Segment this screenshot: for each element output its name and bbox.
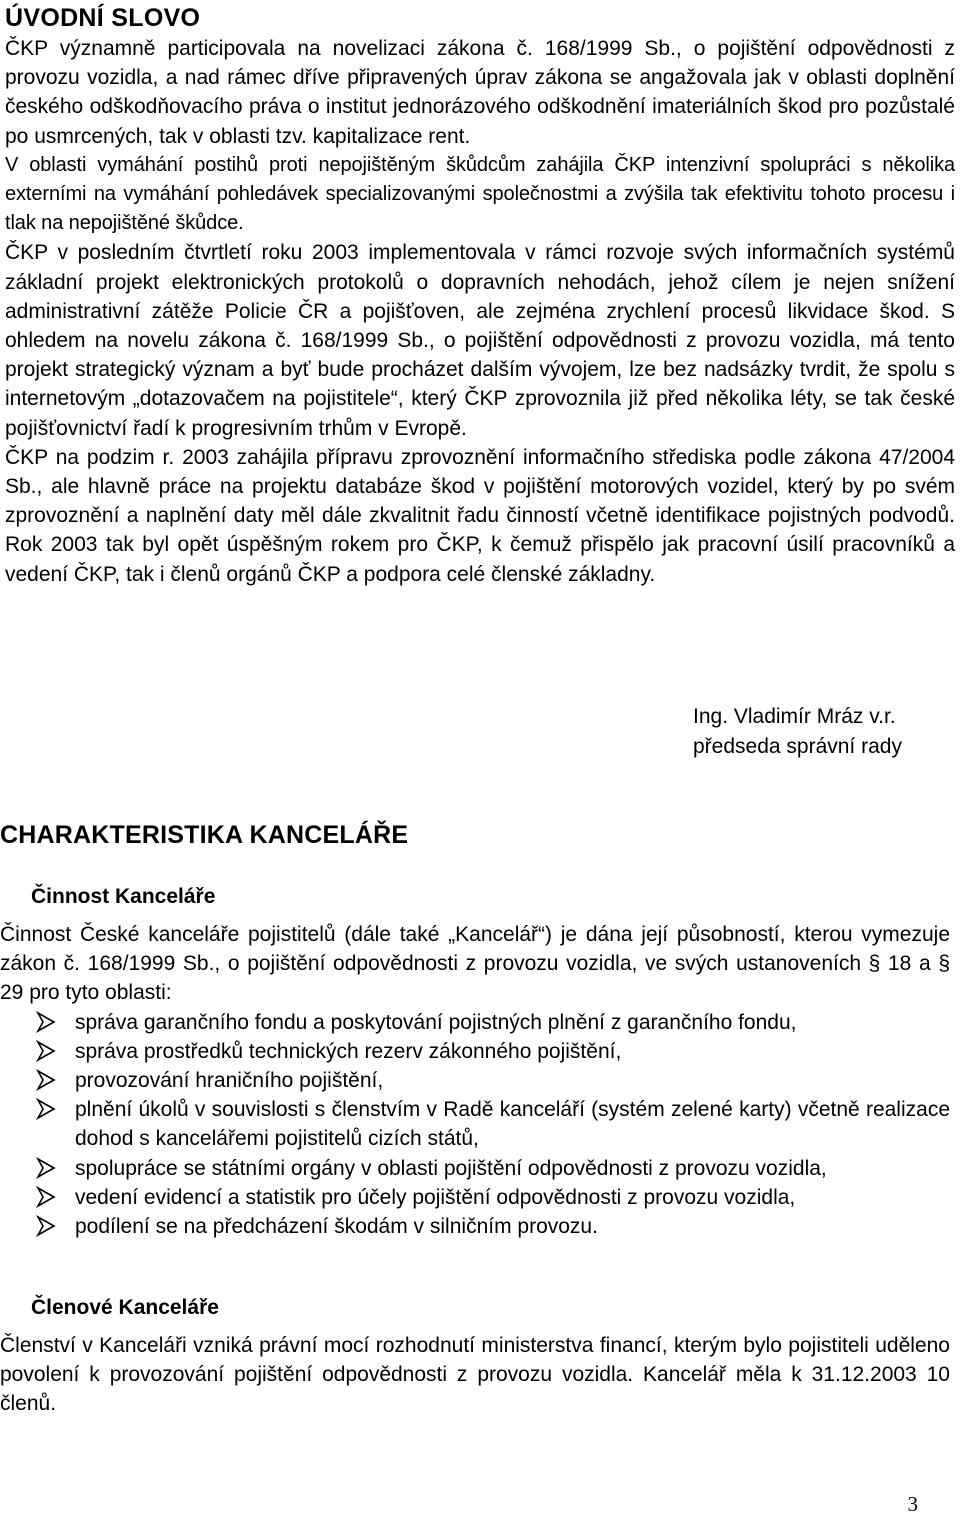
- activity-section: [0, 882, 950, 1241]
- list-item-text: plnění úkolů v souvislosti s členstvím v Radě kanceláří (systém zelené karty) včetně realizace dohod s kancelářemi pojistitelů cizích států,: [75, 1098, 950, 1151]
- members-text: Členství v Kanceláři vzniká právní mocí rozhodnutí ministerstva financí, kterým bylo pojistiteli uděleno povolení k provozování pojištění odpovědnosti z provozu vozidla. Kancelář měla k 31.12.2003 10 členů.: [0, 1334, 950, 1416]
- arrow-bullet-icon: [35, 1069, 57, 1091]
- list-item: [0, 1066, 950, 1095]
- list-item: [0, 1008, 950, 1037]
- activity-subheading: Činnost Kanceláře: [31, 885, 216, 908]
- signature-block: [0, 702, 950, 762]
- arrow-bullet-icon: [35, 1011, 57, 1033]
- list-item-text: podílení se na předcházení škodám v silničním provozu.: [75, 1215, 598, 1239]
- intro-heading: ÚVODNÍ SLOVO: [5, 4, 201, 32]
- signature-name: Ing. Vladimír Mráz v.r.: [693, 705, 896, 728]
- activity-text: Činnost České kanceláře pojistitelů (dále také „Kancelář“) je dána její působností, kterou vymezuje zákon č. 168/1999 Sb., o pojištění odpovědnosti z provozu vozidla, ve svých ustanoveních § 18 a § 29 pro tyto oblasti:: [0, 923, 950, 1005]
- list-item-text: správa prostředků technických rezerv zákonného pojištění,: [75, 1039, 622, 1063]
- arrow-bullet-icon: [35, 1157, 57, 1179]
- intro-paragraph-1: ČKP významně participovala na novelizaci zákona č. 168/1999 Sb., o pojištění odpovědnosti z provozu vozidla, a nad rámec dříve připravených úprav zákona se angažovala jak v oblasti doplnění českého odškodňovacího práva o institut jednorázového odškodnění imateriálních škod pro pozůstalé po usmrcených, tak v oblasti tzv. kapitalizace rent.: [5, 37, 955, 148]
- arrow-bullet-icon: [35, 1186, 57, 1208]
- signature-role: předseda správní rady: [693, 735, 902, 758]
- arrow-bullet-icon: [35, 1040, 57, 1062]
- list-item: [0, 1154, 950, 1183]
- list-item: [0, 1095, 950, 1153]
- list-item: [0, 1037, 950, 1066]
- characteristics-heading: CHARAKTERISTIKA KANCELÁŘE: [0, 821, 409, 849]
- list-item-text: vedení evidencí a statistik pro účely pojištění odpovědnosti z provozu vozidla,: [75, 1185, 796, 1209]
- intro-paragraph-3: ČKP v posledním čtvrtletí roku 2003 implementovala v rámci rozvoje svých informačních systémů základní projekt elektronických protokolů o dopravních nehodách, jehož cílem je nejen snížení administrativní zátěže Policie ČR a pojišťoven, ale zejména zrychlení procesů likvidace škod. S ohledem na novelu zákona č. 168/1999 Sb., o pojištění odpovědnosti z provozu vozidla, má tento projekt strategický význam a byť bude procházet dalším vývojem, lze bez nadsázky tvrdit, že spolu s internetovým „dotazovačem na pojistitele“, který ČKP zprovoznila již před několika léty, se tak české pojišťovnictví řadí k progresivním trhům v Evropě.: [5, 241, 955, 440]
- list-item: [0, 1183, 950, 1212]
- page-number: 3: [907, 1492, 918, 1516]
- list-item: [0, 1212, 950, 1241]
- list-item-text: správa garančního fondu a poskytování pojistných plnění z garančního fondu,: [75, 1010, 797, 1034]
- arrow-bullet-icon: [35, 1215, 57, 1237]
- members-subheading: Členové Kanceláře: [31, 1296, 219, 1319]
- arrow-bullet-icon: [35, 1098, 57, 1120]
- intro-paragraph-2: V oblasti vymáhání postihů proti nepojištěným škůdcům zahájila ČKP intenzivní spolupráci s několika externími na vymáhání pohledávek specializovanými společnostmi a zvýšila tak efektivitu tohoto procesu i tlak na nepojištěné škůdce.: [5, 153, 955, 235]
- list-item-text: spolupráce se státními orgány v oblasti pojištění odpovědnosti z provozu vozidla,: [75, 1156, 827, 1180]
- activity-list: [0, 1008, 950, 1242]
- document-page: [5, 0, 955, 589]
- members-section: [0, 1293, 950, 1419]
- list-item-text: provozování hraničního pojištění,: [75, 1069, 384, 1093]
- intro-paragraph-4: ČKP na podzim r. 2003 zahájila přípravu zprovoznění informačního střediska podle zákona 47/2004 Sb., ale hlavně práce na projektu databáze škod v pojištění motorových vozidel, který by po svém zprovoznění a naplnění daty měl dále zkvalitnit řadu činností včetně identifikace pojistných podvodů. Rok 2003 tak byl opět úspěšným rokem pro ČKP, k čemuž přispělo jak pracovní úsilí pracovníků a vedení ČKP, tak i členů orgánů ČKP a podpora celé členské základny.: [5, 445, 955, 586]
